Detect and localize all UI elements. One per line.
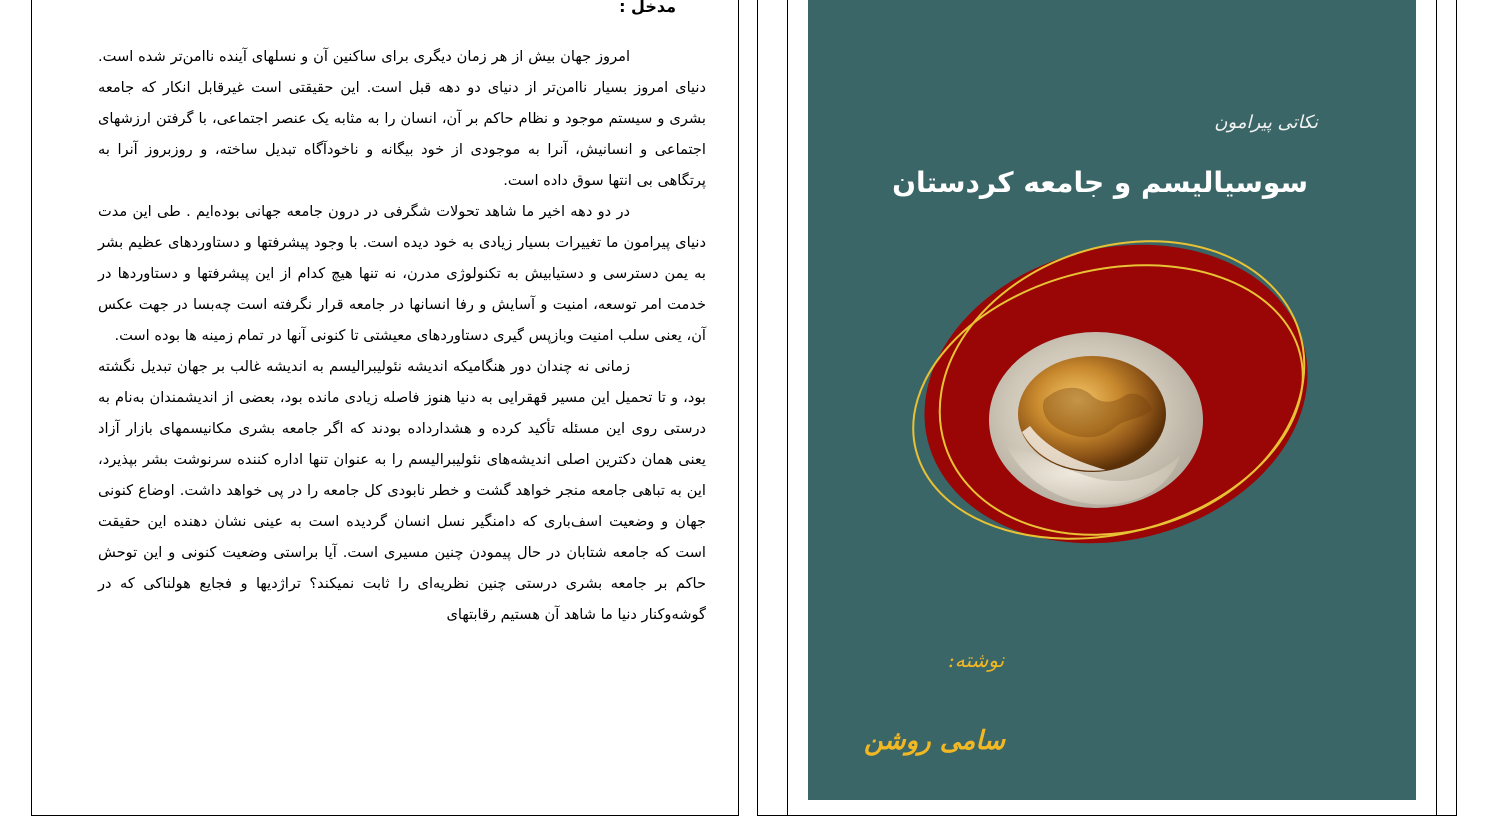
author-name: سامی روشن [864,726,1006,756]
cover-subtitle: نکاتی پیرامون [1214,112,1318,133]
cover-artwork [808,0,1416,800]
author-label: نوشته: [948,648,1005,672]
cover-title: سوسیالیسم و جامعه کردستان [892,166,1308,199]
paragraph-1: امروز جهان بیش از هر زمان دیگری برای ساکنین آن و نسلهای آینده ناامن‌تر شده است. دنیای امروز بسیار ناامن‌تر از دنیای دو دهه قبل است. این حقیقتی است غیرقابل انکار که جامعه بشری و سیستم موجود و نظام حاکم بر آن، انسان را به مثابه یک عنصر اجتماعی، با گرفتن ارزشهای اجتماعی و انسانیش، آنرا به موجودی از خود بیگانه و ناخودآگاه تبدیل ساخته، و روزبروز آنرا به پرتگاهی بی انتها سوق داده است. [98,48,706,189]
body-text [98,41,706,630]
paragraph-3: زمانی نه چندان دور هنگامیکه اندیشه نئولیبرالیسم به اندیشه غالب بر جهان تبدیل نگشته بود، و تا تحمیل این مسیر قهقرایی به دنیا هنوز فاصله زیادی مانده بود، بعضی از اندیشمندان به‌نام به درستی روی این مسئله تأکید کرده و هشدارداده بودند که اگر جامعه بشری مکانیسمهای بازار آزاد یعنی همان دکترین اصلی اندیشه‌های نئولیبرالیسم را به عنوان تنها اداره کننده سرنوشت بشر بپذیرد، این به تباهی جامعه منجر خواهد گشت و خطر نابودی کل جامعه را در پی خواهد داشت. اوضاع کنونی جهان و وضعیت اسف‌باری که دامنگیر نسل انسان گردیده است به عینی نشان دهنده این حقیقت است که جامعه شتابان در حال پیمودن چنین مسیری است. آیا براستی وضعیت کنونی و این توحش حاکم بر جامعه بشری درستی چنین نظریه‌ای را ثابت نمیکند؟ تراژدیها و فجایع هولناکی که در گوشه‌وکنار دنیا ما شاهد آن هستیم رقابتهای [98,358,706,623]
globe-in-hands-image [989,332,1203,508]
book-cover [808,0,1416,800]
section-heading: مدخل : [619,0,676,16]
paragraph-2: در دو دهه اخیر ما شاهد تحولات شگرفی در درون جامعه جهانی بوده‌ایم . طی این مدت دنیای پیرامون ما تغییرات بسیار زیادی به خود دیده است. با وجود پیشرفتها و دستاوردهای عظیم بشر به یمن دسترسی و دستیابیش به تکنولوژی مدرن، نه تنها هیچ کدام از این پیشرفتها و دستاوردها در خدمت امر توسعه، امنیت و آسایش و رفا انسانها در جامعه قرار نگرفته است چه‌بسا در جهت عکس آن، یعنی سلب امنیت وبازپس گیری دستاوردهای معیشتی تا کنونی آنها در تمام زمینه ها بوده است. [98,203,706,344]
text-page [31,0,739,816]
